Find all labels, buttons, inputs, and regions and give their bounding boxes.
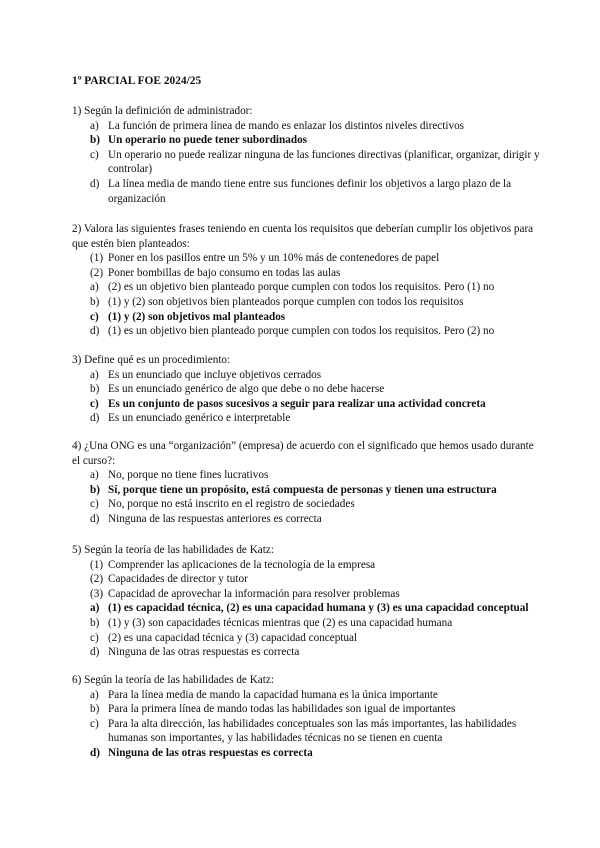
option-label: a) <box>90 119 99 132</box>
question-5 <box>72 543 542 660</box>
option <box>72 280 542 295</box>
option <box>72 512 542 527</box>
option-label: a) <box>90 281 99 294</box>
option <box>72 177 542 206</box>
option-correct <box>72 397 542 412</box>
option-text: (2) es un objetivo bien planteado porque cumplen con todos los requisitos. Pero (1) no <box>108 281 495 294</box>
option-text: Es un enunciado genérico e interpretable <box>108 412 291 425</box>
option-label: d) <box>90 646 100 659</box>
option <box>72 616 542 631</box>
option-correct <box>72 746 542 761</box>
option <box>72 702 542 717</box>
option-label: a) <box>90 688 99 701</box>
option <box>72 411 542 426</box>
statement <box>72 266 542 281</box>
question-3 <box>72 353 542 426</box>
statement <box>72 587 542 602</box>
question-text: 5) Según la teoría de las habilidades de Katz: <box>72 544 274 556</box>
option-text: (1) es un objetivo bien planteado porque cumplen con todos los requisitos. Pero (2) no <box>108 325 495 338</box>
option <box>72 645 542 660</box>
question-text: 4) ¿Una ONG es una “organización” (empresa) de acuerdo con el significado que hemos usado durante el curso?: <box>72 440 534 467</box>
option-label: d) <box>90 177 100 190</box>
option-text: La línea media de mando tiene entre sus funciones definir los objetivos a largo plazo de la organización <box>108 177 512 205</box>
option-label: b) <box>90 483 100 496</box>
option-text: Un operario no puede tener subordinados <box>108 134 308 147</box>
option-label: c) <box>90 397 99 410</box>
option-text: (2) es una capacidad técnica y (3) capacidad conceptual <box>108 631 358 644</box>
option-label: a) <box>90 602 100 615</box>
statement-text: Poner bombillas de bajo consumo en todas las aulas <box>108 266 341 279</box>
question-6 <box>72 673 542 761</box>
statement-text: Comprender las aplicaciones de la tecnología de la empresa <box>108 558 376 571</box>
option-correct <box>72 133 542 148</box>
option-text: Ninguna de las otras respuestas es correcta <box>108 746 313 759</box>
option-text: (1) y (2) son objetivos bien planteados porque cumplen con todos los requisitos <box>108 295 464 308</box>
option-text: Un operario no puede realizar ninguna de las funciones directivas (planificar, organizar, dirigir y controlar) <box>108 148 540 176</box>
option-label: c) <box>90 148 99 161</box>
question-2 <box>72 222 542 339</box>
option <box>72 497 542 512</box>
option-label: d) <box>90 325 100 338</box>
statement-label: (2) <box>90 266 104 279</box>
question-text: 2) Valora las siguientes frases teniendo en cuenta los requisitos que deberían cumplir los objetivos para que estén bien planteados: <box>72 223 534 250</box>
option-label: c) <box>90 717 99 730</box>
option-label: b) <box>90 383 100 396</box>
statement-label: (3) <box>90 587 104 600</box>
statement-text: Capacidades de director y tutor <box>108 573 248 586</box>
option-text: La función de primera línea de mando es enlazar los distintos niveles directivos <box>108 119 465 132</box>
question-text: 1) Según la definición de administrador: <box>72 105 253 117</box>
option-correct <box>72 483 542 498</box>
option-text: No, porque no está inscrito en el registro de sociedades <box>108 498 355 511</box>
question-1 <box>72 104 542 206</box>
option-label: b) <box>90 616 100 629</box>
statement-label: (2) <box>90 573 104 586</box>
option-correct <box>72 310 542 325</box>
statement-label: (1) <box>90 558 104 571</box>
option <box>72 717 542 746</box>
statement-text: Poner en los pasillos entre un 5% y un 10% más de contenedores de papel <box>108 252 440 265</box>
option <box>72 382 542 397</box>
option-text: (1) y (3) son capacidades técnicas mientras que (2) es una capacidad humana <box>108 616 453 629</box>
statement-text: Capacidad de aprovechar la información para resolver problemas <box>108 587 400 600</box>
option-label: a) <box>90 368 99 381</box>
option-text: (1) es capacidad técnica, (2) es una capacidad humana y (3) es una capacidad conceptual <box>108 602 529 615</box>
option <box>72 148 542 177</box>
statement <box>72 251 542 266</box>
option-text: Para la primera línea de mando todas las habilidades son igual de importantes <box>108 703 456 716</box>
option-text: (1) y (2) son objetivos mal planteados <box>108 310 286 323</box>
option-text: Sí, porque tiene un propósito, está compuesta de personas y tienen una estructura <box>108 483 497 496</box>
statement <box>72 558 542 573</box>
option <box>72 468 542 483</box>
option <box>72 368 542 383</box>
question-text: 6) Según la teoría de las habilidades de Katz: <box>72 674 274 686</box>
option-text: Es un enunciado genérico de algo que debe o no debe hacerse <box>108 383 385 396</box>
option-text: Ninguna de las respuestas anteriores es correcta <box>108 512 322 525</box>
statement-label: (1) <box>90 252 104 265</box>
option <box>72 324 542 339</box>
option-label: b) <box>90 134 100 147</box>
option <box>72 631 542 646</box>
option-label: c) <box>90 631 99 644</box>
option-text: Ninguna de las otras respuestas es correcta <box>108 646 300 659</box>
statement <box>72 572 542 587</box>
option <box>72 688 542 703</box>
option-text: No, porque no tiene fines lucrativos <box>108 469 269 482</box>
option-text: Para la alta dirección, las habilidades conceptuales son las más importantes, las habilidades humanas son importantes, y las habilidades técnicas no se tienen en cuenta <box>108 717 517 745</box>
option-label: c) <box>90 498 99 511</box>
option <box>72 295 542 310</box>
question-4 <box>72 439 542 527</box>
option-text: Es un conjunto de pasos sucesivos a seguir para realizar una actividad concreta <box>108 397 486 410</box>
question-text: 3) Define qué es un procedimiento: <box>72 354 231 366</box>
option-text: Es un enunciado que incluye objetivos cerrados <box>108 368 322 381</box>
option <box>72 119 542 134</box>
option-correct <box>72 601 542 616</box>
option-label: a) <box>90 469 99 482</box>
option-label: d) <box>90 412 100 425</box>
page-title: 1º PARCIAL FOE 2024/25 <box>72 75 202 87</box>
option-text: Para la línea media de mando la capacidad humana es la única importante <box>108 688 438 701</box>
option-label: d) <box>90 746 100 759</box>
option-label: c) <box>90 310 99 323</box>
option-label: b) <box>90 295 100 308</box>
option-label: d) <box>90 512 100 525</box>
option-label: b) <box>90 703 100 716</box>
